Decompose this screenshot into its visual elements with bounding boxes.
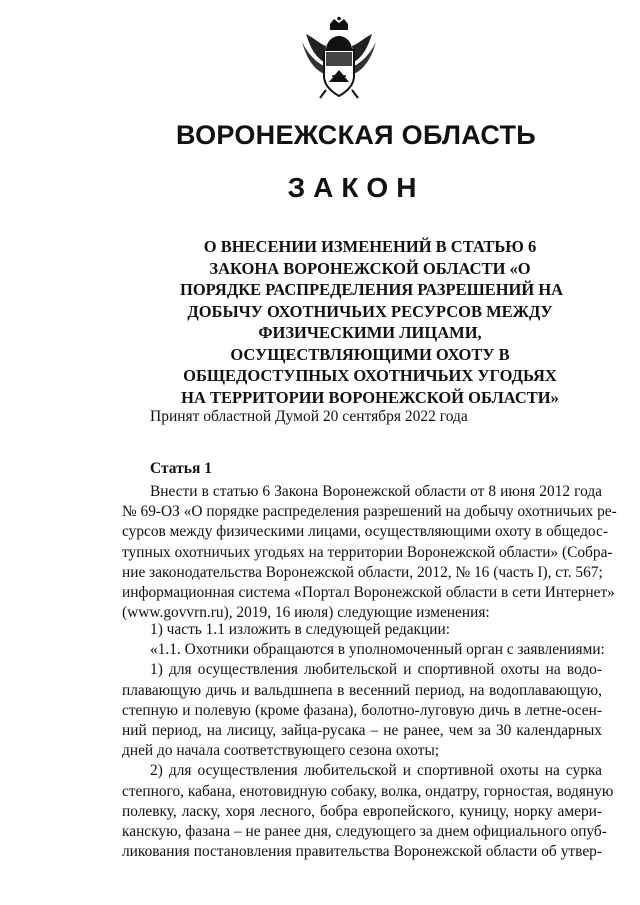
paragraph-line: канскую, фазана – не ранее дня, следующего за днем официального опуб-	[122, 822, 607, 840]
paragraph-line: «1.1. Охотники обращаются в уполномоченный орган с заявлениями:	[150, 641, 605, 659]
title-line: НА ТЕРРИТОРИИ ВОРОНЕЖСКОЙ ОБЛАСТИ»	[181, 387, 559, 407]
title-line: ДОБЫЧУ ОХОТНИЧЬИХ РЕСУРСОВ МЕЖДУ	[187, 301, 553, 321]
paragraph-line: полевку, ласку, хоря лесного, бобра европейского, куницу, норку амери-	[122, 802, 602, 820]
title-line: ОБЩЕДОСТУПНЫХ ОХОТНИЧЬИХ УГОДЬЯХ	[183, 366, 557, 385]
title-line: ФИЗИЧЕСКИМИ ЛИЦАМИ,	[258, 323, 482, 342]
paragraph-line: 1) часть 1.1 изложить в следующей редакции:	[150, 621, 451, 638]
region-name: ВОРОНЕЖСКАЯ ОБЛАСТЬ	[175, 120, 537, 150]
paragraph-line: плавающую дичь и вальдшнепа в весенний период, на водоплавающую,	[122, 681, 602, 699]
title-line: ПОРЯДКЕ РАСПРЕДЕЛЕНИЯ РАЗРЕШЕНИЙ НА	[180, 280, 564, 299]
paragraph-line: тупных охотничьих угодьях на территории Воронежской области» (Собра-	[122, 543, 613, 561]
adoption-date: Принят областной Думой 20 сентября 2022 года	[150, 408, 468, 425]
article-heading: Статья 1	[150, 460, 212, 477]
voronezh-coat-of-arms-icon	[296, 16, 382, 102]
paragraph-line: 2) для осуществления любительской и спортивной охоты на сурка	[150, 762, 602, 780]
paragraph-line: ние законодательства Воронежской области, 2012, № 16 (часть I), ст. 567;	[122, 563, 603, 581]
paragraph-line: дней до начала соответствующего сезона охоты;	[122, 742, 440, 760]
paragraph-line: Внести в статью 6 Закона Воронежской области от 8 июня 2012 года	[150, 483, 602, 500]
paragraph-line: (www.govvrn.ru), 2019, 16 июля) следующие изменения:	[122, 604, 490, 622]
paragraph-line: ликования постановления правительства Воронежской области об утвер-	[122, 843, 602, 861]
paragraph-line: степного, кабана, енотовидную собаку, волка, ондатру, горностая, водяную	[122, 782, 614, 800]
article-intro	[122, 482, 617, 623]
document-type: ЗАКОН	[287, 172, 425, 203]
title-line: О ВНЕСЕНИИ ИЗМЕНЕНИЙ В СТАТЬЮ 6	[203, 237, 537, 256]
paragraph-line: 1) для осуществления любительской и спортивной охоты на водо-	[150, 661, 602, 679]
paragraph-line: ний период, на лисицу, зайца-русака – не ранее, чем за 30 календарных	[122, 721, 602, 739]
paragraph-line: сурсов между физическими лицами, осуществляющими охоту в общедос-	[122, 523, 608, 541]
title-line: ОСУЩЕСТВЛЯЮЩИМИ ОХОТУ В	[230, 344, 510, 364]
paragraph-line: № 69-ОЗ «О порядке распределения разрешений на добычу охотничьих ре-	[122, 503, 617, 521]
paragraph-line: степную и полевую (кроме фазана), болотно-луговую дичь в летне-осен-	[122, 701, 602, 719]
law-title	[180, 236, 564, 408]
article-items	[122, 620, 614, 862]
paragraph-line: информационная система «Портал Воронежской области в сети Интернет»	[122, 583, 615, 601]
title-line: ЗАКОНА ВОРОНЕЖСКОЙ ОБЛАСТИ «О	[209, 258, 531, 278]
